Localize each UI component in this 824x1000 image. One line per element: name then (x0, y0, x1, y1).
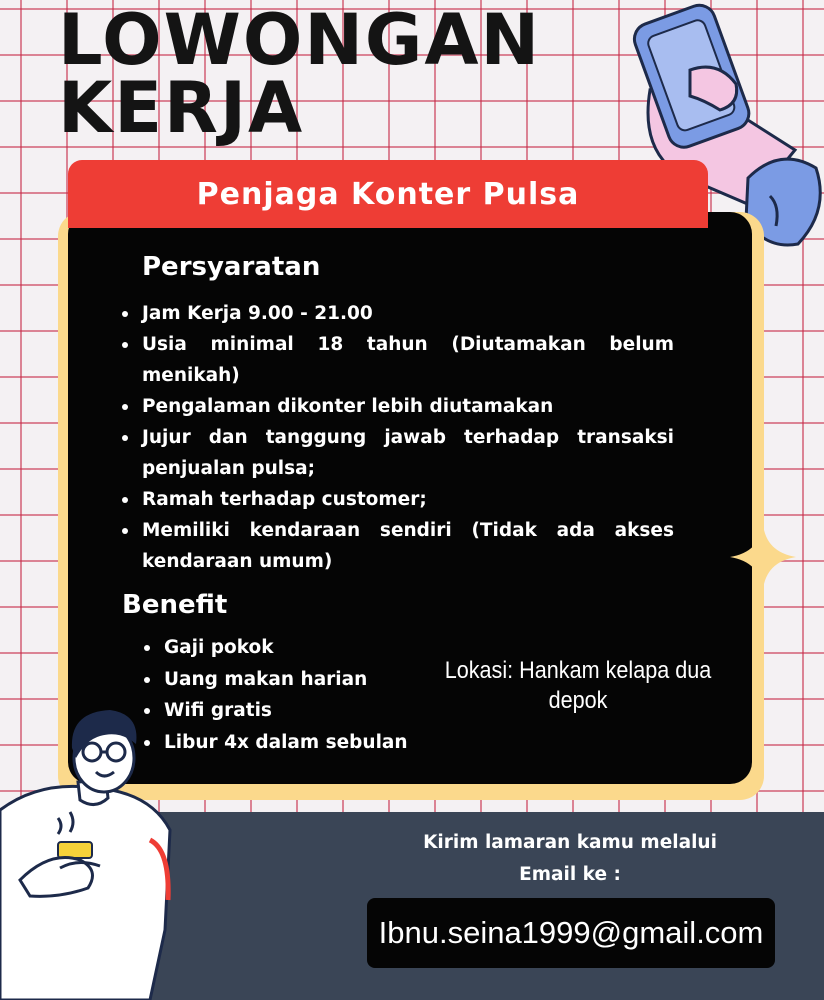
requirements-heading: Persyaratan (142, 252, 321, 282)
list-item: Pengalaman dikonter lebih diutamakan (118, 391, 674, 422)
benefit-heading: Benefit (122, 590, 228, 620)
list-item: Jujur dan tanggung jawab terhadap transaksi penjualan pulsa; (118, 422, 674, 484)
footer-email-label: Email ke : (519, 864, 621, 885)
list-item: Usia minimal 18 tahun (Diutamakan belum menikah) (118, 329, 674, 391)
sparkle-icon (728, 522, 798, 592)
job-title-text: Penjaga Konter Pulsa (196, 176, 580, 212)
job-title-banner (68, 160, 708, 228)
title-line-2: KERJA (58, 67, 305, 149)
list-item: Wifi gratis (140, 695, 440, 727)
location-text (436, 656, 720, 716)
list-item: Ramah terhadap customer; (118, 484, 674, 515)
page-title (58, 0, 542, 149)
list-item: Libur 4x dalam sebulan (140, 727, 440, 759)
list-item: Uang makan harian (140, 664, 440, 696)
list-item: Memiliki kendaraan sendiri (Tidak ada akses kendaraan umum) (118, 515, 674, 577)
title-line-1: LOWONGAN (58, 0, 542, 81)
list-item: Gaji pokok (140, 632, 440, 664)
requirements-list (118, 298, 674, 577)
location-line-1: Lokasi: Hankam kelapa dua (444, 657, 712, 684)
location-line-2: depok (548, 687, 608, 714)
email-address: Ibnu.seina1999@gmail.com (378, 915, 764, 950)
email-address-box (367, 898, 775, 968)
person-with-phone-illustration (0, 700, 190, 1000)
footer-instruction: Kirim lamaran kamu melalui (423, 832, 717, 853)
list-item: Jam Kerja 9.00 - 21.00 (118, 298, 674, 329)
